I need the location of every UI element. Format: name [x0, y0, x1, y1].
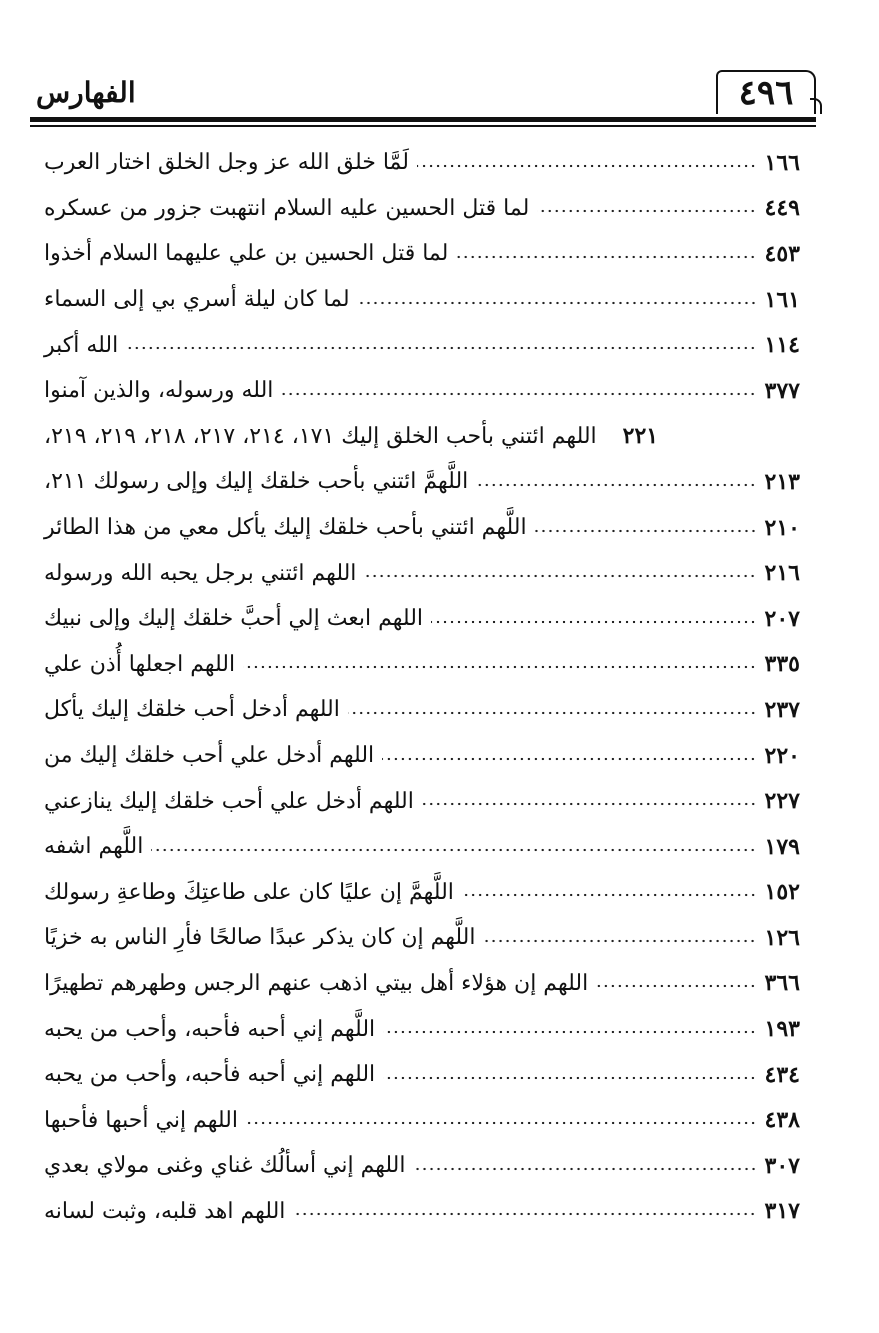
entry-page-number: ٣٦٦	[764, 970, 800, 997]
entry-text: اللهم ابعث إلي أحبَّ خلقك إليك وإلى نبيك	[44, 606, 424, 632]
leader-dots	[476, 483, 756, 487]
entry-text: اللهم إن هؤلاء أهل بيتي اذهب عنهم الرجس وطهرهم تطهيرًا	[44, 970, 589, 996]
leader-dots	[456, 255, 756, 259]
index-entry	[44, 459, 800, 505]
index-entry	[44, 961, 800, 1007]
leader-dots	[281, 392, 756, 396]
entry-page-number: ٢١٠	[764, 514, 800, 541]
index-entry	[44, 733, 800, 779]
index-entry	[44, 322, 800, 368]
entry-text: لما قتل الحسين عليه السلام انتهبت جزور من عسكره	[44, 195, 530, 221]
index-entry	[44, 186, 800, 232]
entry-text: اللَّهم ائتني بأحب خلقك إليك يأكل معي من هذا الطائر	[44, 515, 527, 541]
entry-page-number: ١١٤	[764, 332, 800, 359]
index-entry	[44, 642, 800, 688]
entry-text: اللهم ائتني برجل يحبه الله ورسوله	[44, 560, 357, 586]
leader-dots	[605, 437, 615, 441]
entry-page-number: ٢١٣	[764, 468, 800, 495]
leader-dots	[348, 711, 757, 715]
leader-dots	[422, 802, 757, 806]
index-entry	[44, 368, 800, 414]
index-entry	[44, 778, 800, 824]
entry-page-number: ١٦٦	[764, 149, 800, 176]
entry-page-number: ٤٣٨	[764, 1107, 800, 1134]
entry-text: اللهم ائتني بأحب الخلق إليك ١٧١، ٢١٤، ٢١٧، ٢١٨، ٢١٩، ٢١٩،	[44, 423, 597, 449]
entry-page-number: ١٥٢	[764, 879, 800, 906]
entry-text: اللهم أدخل علي أحب خلقك إليك من	[44, 743, 375, 769]
entry-text: لما كان ليلة أسري بي إلى السماء	[44, 287, 350, 313]
entry-page-number: ١٧٩	[764, 833, 800, 860]
entry-page-number: ٣٣٥	[764, 651, 800, 678]
header-rule-thin	[30, 125, 816, 127]
entry-page-number: ٢١٦	[764, 560, 800, 587]
entry-page-number: ٣٠٧	[764, 1152, 800, 1179]
section-title: الفهارس	[36, 76, 136, 109]
index-entry	[44, 824, 800, 870]
entry-text: اللهم إني أحبها فأحبها	[44, 1107, 238, 1133]
index-entry	[44, 505, 800, 551]
entry-text: اللهم اجعلها أُذن علي	[44, 651, 236, 677]
leader-dots	[246, 1121, 757, 1125]
entry-page-number: ١٢٦	[764, 924, 800, 951]
entry-page-number: ٢٢٧	[764, 788, 800, 815]
entry-page-number: ٣٧٧	[764, 377, 800, 404]
index-entry	[44, 414, 800, 460]
index-entry	[44, 140, 800, 186]
entry-text: اللَّهمَّ إن عليًا كان على طاعتِكَ وطاعةِ رسولك	[44, 879, 454, 905]
index-entry	[44, 915, 800, 961]
index-entry	[44, 687, 800, 733]
entry-text: اللهم إني أسألُك غناي وغنى مولاي بعدي	[44, 1153, 406, 1179]
entry-text: اللهم أدخل علي أحب خلقك إليك ينازعني	[44, 788, 414, 814]
leader-dots	[537, 209, 756, 213]
index-entry	[44, 1143, 800, 1189]
entry-page-number: ٢٢١	[622, 423, 659, 450]
index-entry	[44, 1006, 800, 1052]
leader-dots	[243, 665, 756, 669]
leader-dots	[535, 529, 757, 533]
leader-dots	[462, 893, 757, 897]
leader-dots	[151, 848, 756, 852]
page-number: ٤٩٦	[716, 70, 816, 114]
entry-text: اللَّهم إني أحبه فأحبه، وأحب من يحبه	[44, 1016, 376, 1042]
index-entries	[44, 140, 800, 1234]
entry-page-number: ٢٢٠	[764, 742, 800, 769]
header-rule-thick	[30, 117, 816, 122]
entry-text: الله أكبر	[44, 332, 119, 358]
entry-text: الله ورسوله، والذين آمنوا	[44, 378, 274, 404]
index-entry	[44, 550, 800, 596]
entry-text: اللَّهمَّ ائتني بأحب خلقك إليك وإلى رسولك ٢١١،	[44, 469, 469, 495]
leader-dots	[358, 301, 757, 305]
leader-dots	[414, 1167, 757, 1171]
leader-dots	[483, 939, 756, 943]
entry-text: لَمَّا خلق الله عز وجل الخلق اختار العرب	[44, 150, 409, 176]
leader-dots	[383, 1076, 756, 1080]
leader-dots	[126, 346, 756, 350]
leader-dots	[417, 164, 757, 168]
index-entry	[44, 596, 800, 642]
page-header	[30, 66, 816, 122]
leader-dots	[383, 1030, 756, 1034]
index-entry	[44, 870, 800, 916]
leader-dots	[431, 620, 757, 624]
entry-text: اللهم أدخل أحب خلقك إليك يأكل	[44, 697, 340, 723]
leader-dots	[364, 574, 756, 578]
entry-page-number: ٣١٧	[764, 1198, 800, 1225]
index-entry	[44, 1097, 800, 1143]
index-entry	[44, 277, 800, 323]
index-entry	[44, 1189, 800, 1235]
entry-page-number: ٢٠٧	[764, 605, 800, 632]
entry-text: اللهم اهد قلبه، وثبت لسانه	[44, 1198, 286, 1224]
entry-page-number: ٤٤٩	[764, 195, 800, 222]
leader-dots	[596, 984, 756, 988]
entry-page-number: ١٩٣	[764, 1016, 800, 1043]
index-entry	[44, 231, 800, 277]
entry-text: اللَّهم إن كان يذكر عبدًا صالحًا فأرِ الناس به خزيًا	[44, 925, 476, 951]
entry-page-number: ٤٥٣	[764, 240, 800, 267]
entry-text: اللَّهم اشفه	[44, 834, 144, 860]
index-entry	[44, 1052, 800, 1098]
leader-dots	[382, 757, 756, 761]
entry-page-number: ٤٣٤	[764, 1061, 800, 1088]
entry-text: لما قتل الحسين بن علي عليهما السلام أخذوا	[44, 241, 449, 267]
entry-page-number: ١٦١	[764, 286, 800, 313]
leader-dots	[293, 1212, 756, 1216]
entry-text: اللهم إني أحبه فأحبه، وأحب من يحبه	[44, 1062, 376, 1088]
entry-page-number: ٢٣٧	[764, 696, 800, 723]
